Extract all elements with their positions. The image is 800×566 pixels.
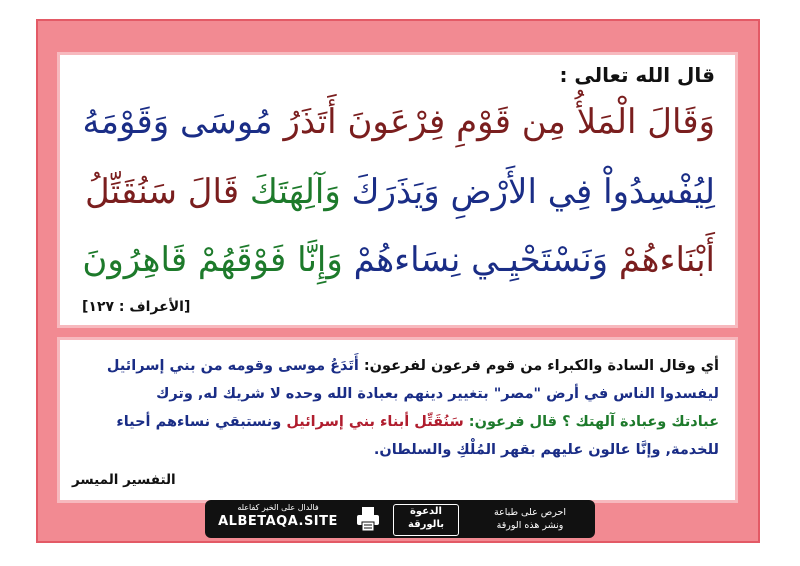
footer-call-to-action [475,506,585,532]
tafsir-segment: عبادتك وعبادة آلهتك ؟ قال فرعون: [468,414,719,430]
verse-word: وَإِنَّا [297,240,343,280]
verse-word: فِرْعَونَ [347,102,446,142]
tafsir-segment: أَتَدَعُ موسى وقومه من بني إسرائيل [106,358,359,374]
tafsir-segment: ليفسدوا الناس في أرض "مصر" بتغيير دينهم بعبادة الله وحده لا شريك له, وترك [156,386,719,402]
logo-text-line: بالورقة [408,519,444,530]
verse-word: مِن [521,102,566,142]
page-title: قال الله تعالى : [559,63,715,87]
verse-word: فِي [547,172,593,212]
tafsir-segment: أبناء بني إسرائيل [286,414,410,430]
verse-word: وَقَالَ [647,102,715,142]
logo-text-line: الدعوة [410,506,442,517]
verse-word: فَوْقَهُمْ [197,240,287,280]
printer-icon [355,505,381,533]
verse-line-3 [80,240,715,280]
verse-word: وَنَسْتَحْيِـي [471,240,609,280]
verse-word: لِيُفْسِدُواْ [603,172,715,212]
tafsir-line-3 [72,408,719,436]
footer-site-link[interactable]: ALBETAQA.SITE [218,514,338,529]
verse-word: سَنُقَتِّلُ [85,172,177,212]
verse-word: الْمَلأُ [576,102,637,142]
verse-word: وَيَذَرَكَ [351,172,440,212]
tafsir-line-1 [72,352,719,380]
tafsir-line-2 [72,380,719,408]
verse-word: قَالَ [187,172,240,212]
tafsir-source: التفسير الميسر [72,472,176,488]
verse-panel [60,55,735,325]
footer-site-block [213,503,343,529]
footer-bar [205,500,595,538]
verse-word: مُوسَى [180,102,273,142]
verse-word: قَاهِرُونَ [82,240,188,280]
tafsir-segment: أي وقال السادة والكبراء من قوم فرعون لفرعون: [363,358,719,374]
tafsir-text [72,352,719,464]
verse-line-1 [80,102,715,142]
verse-word: أَتَذَرُ [283,102,337,142]
verse-word: قَوْمِ [456,102,511,142]
tafsir-line-4 [72,436,719,464]
verse-reference: [الأعراف : ١٢٧] [82,299,191,315]
verse-word: أَبْنَاءهُمْ [618,240,715,280]
tafsir-segment: سَنُقَتِّل [414,414,464,430]
verse-word: وَآلِهَتَكَ [249,172,341,212]
verse-word: نِسَاءهُمْ [353,240,461,280]
footer-slogan: فالدال على الخير كفاعله [237,503,319,512]
verse-word: وَقَوْمَهُ [82,102,170,142]
footer-cta-line: ونشر هذه الورقة [496,520,564,531]
tafsir-panel [60,340,735,500]
tafsir-segment: للخدمة, وإنَّا عالون عليهم بقهر المُلْكِ والسلطان. [373,442,719,458]
verse-line-2 [80,172,715,212]
dawah-logo [393,504,459,536]
verse-word: الأَرْضِ [450,172,537,212]
tafsir-segment: ونستبقي نساءهم أحياء [116,414,282,430]
footer-cta-line: احرص على طباعة [493,507,567,518]
